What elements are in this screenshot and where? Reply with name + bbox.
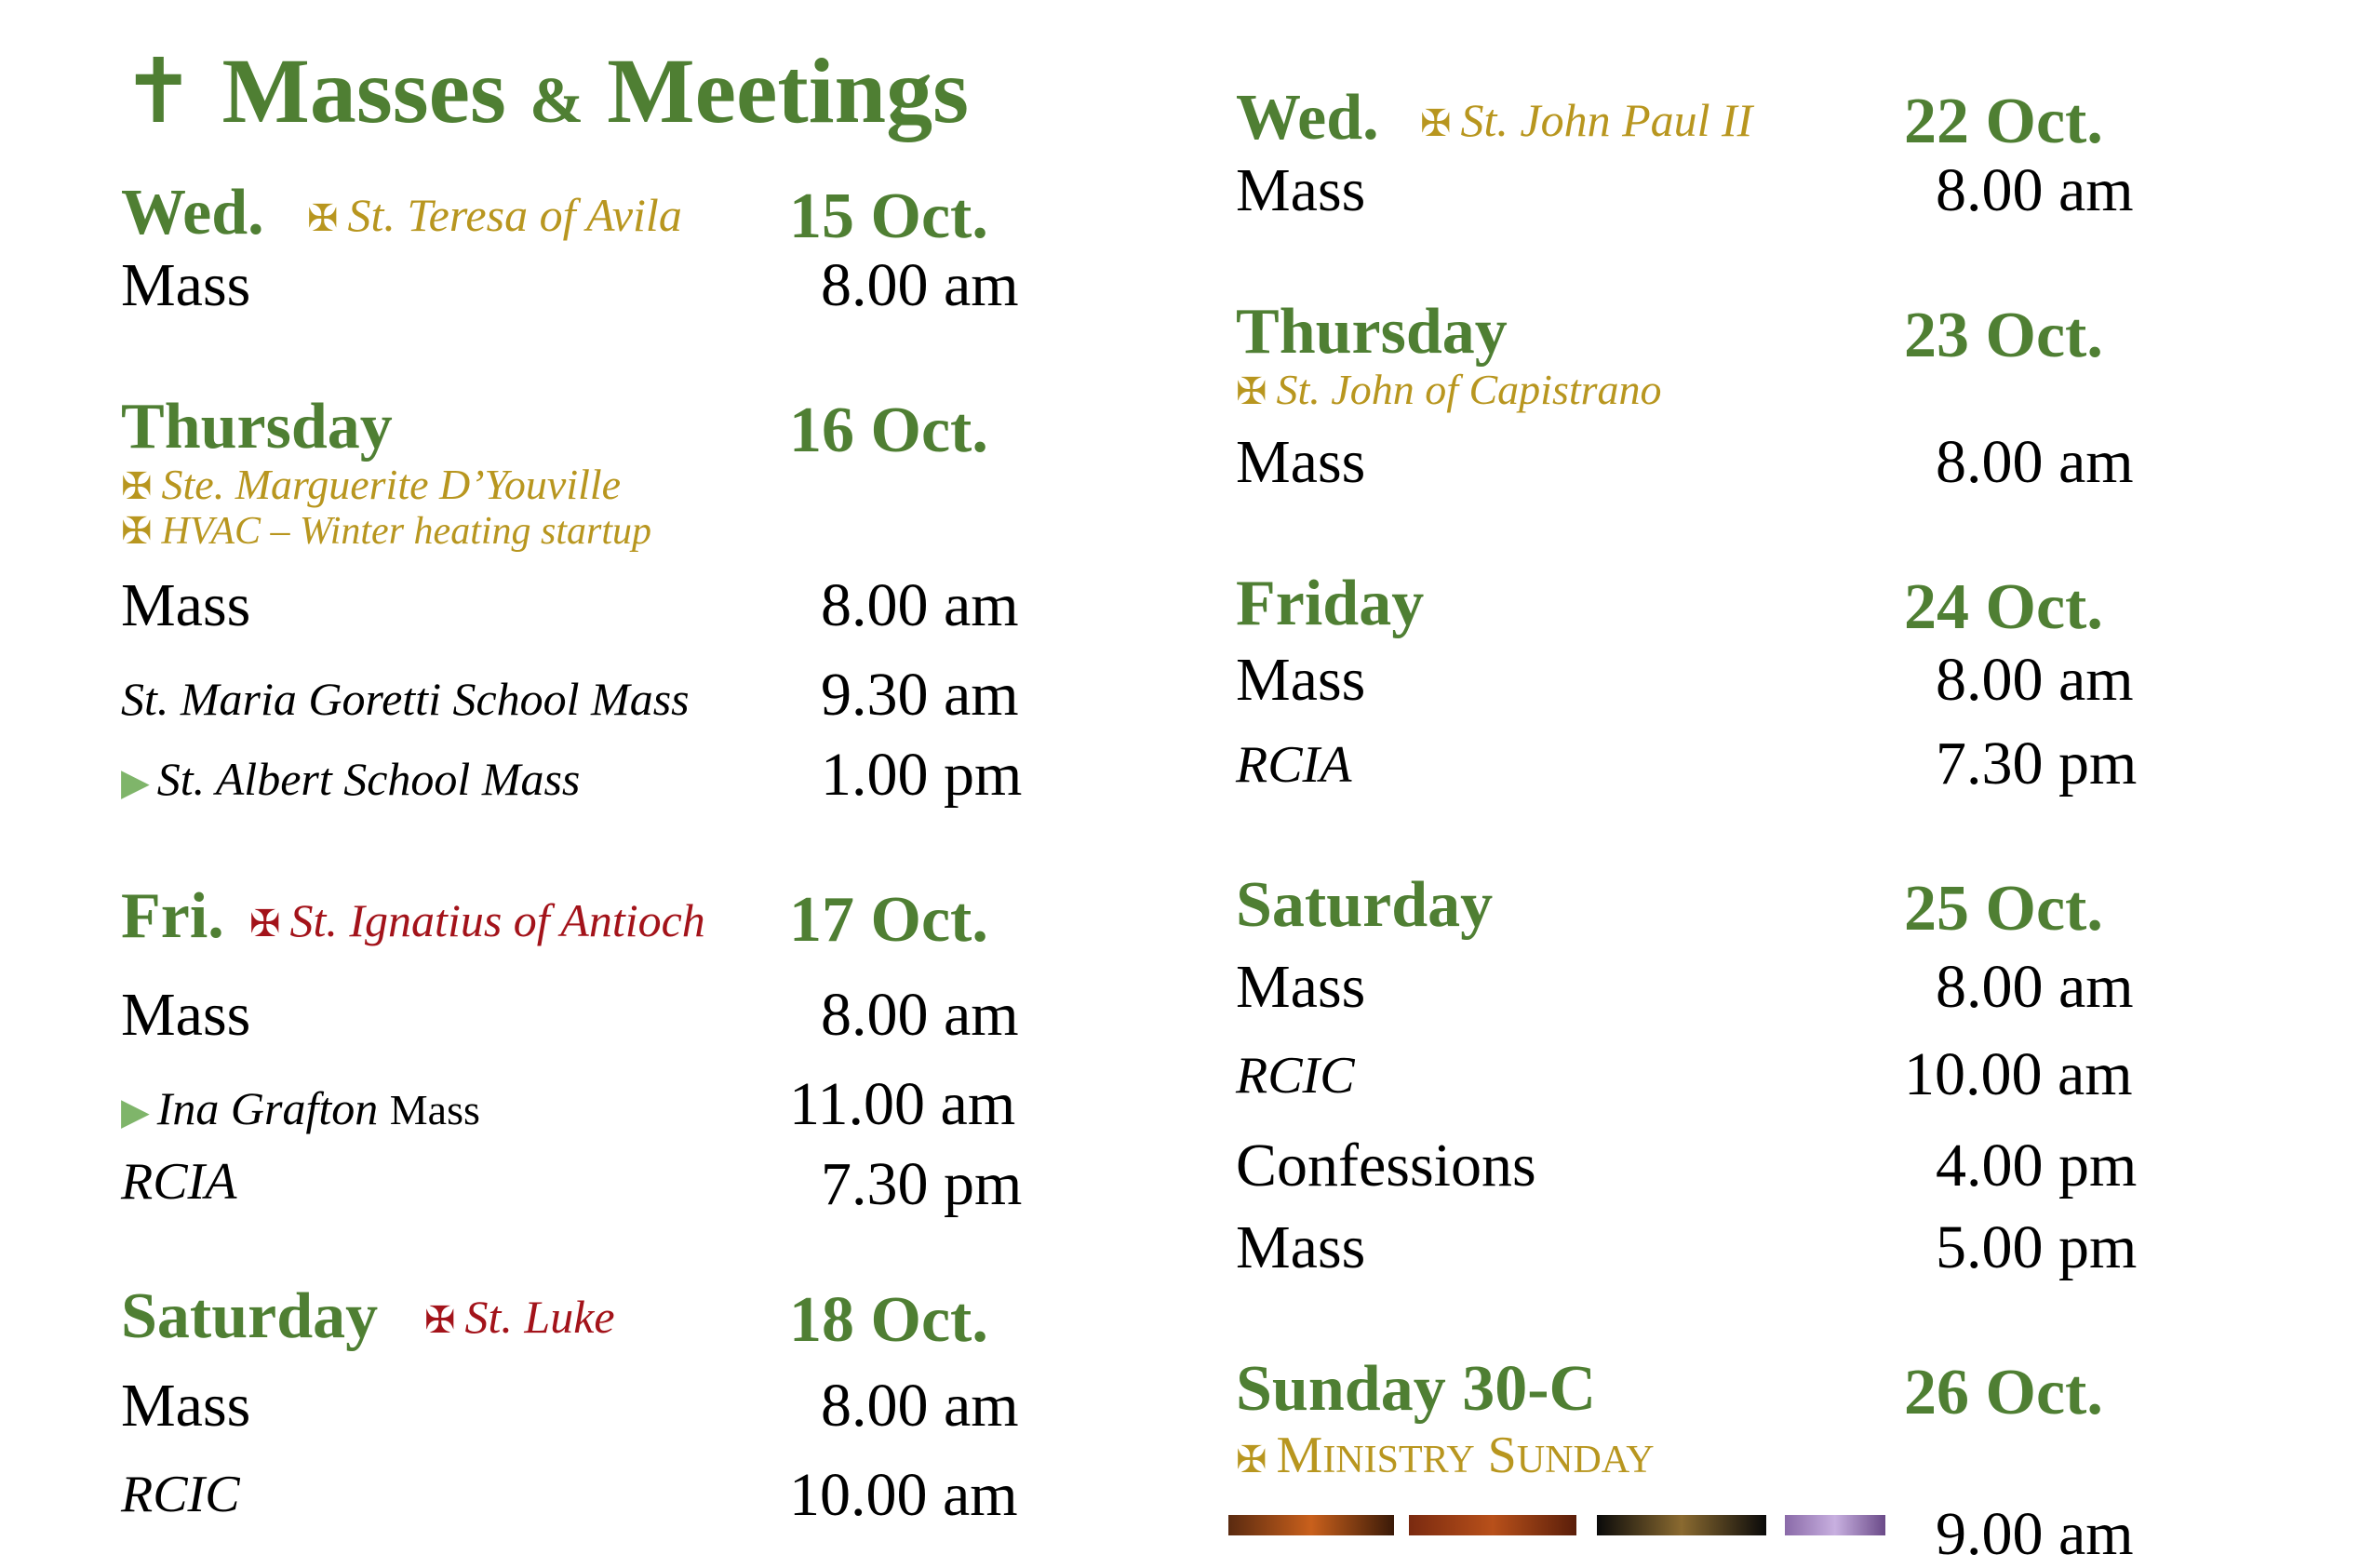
- event-time: 7.30 pm: [1936, 730, 2138, 797]
- saint-label: ✠ St. John of Capistrano: [1236, 366, 1662, 413]
- event-time: 8.00 am: [1936, 953, 2134, 1021]
- event-name: Mass: [1236, 156, 1366, 224]
- notice-label: ✠ HVAC – Winter heating startup: [121, 510, 652, 553]
- event-time: 8.00 am: [1936, 428, 2134, 496]
- day-heading: Saturday: [1236, 869, 1494, 941]
- day-heading: Sunday 30-C: [1236, 1353, 1597, 1425]
- event-time: 10.00 am: [789, 1461, 1018, 1529]
- event-name: RCIC: [1236, 1047, 1355, 1105]
- date-label: 16 Oct.: [789, 395, 988, 466]
- event-time: 11.00 am: [789, 1070, 1016, 1138]
- event-name: Mass: [121, 571, 251, 639]
- arrow-right-icon: ▶: [121, 1091, 150, 1132]
- saint-label: ✠ Ste. Marguerite D’Youville: [121, 461, 622, 508]
- saint-label: ✠ St. John Paul II: [1420, 94, 1753, 146]
- date-label: 17 Oct.: [789, 884, 988, 956]
- latin-cross-icon: ✝: [121, 42, 196, 141]
- event-name: Mass: [1236, 428, 1366, 496]
- maltese-cross-icon: ✠: [121, 465, 153, 507]
- date-label: 26 Oct.: [1904, 1357, 2103, 1428]
- maltese-cross-icon: ✠: [249, 903, 281, 945]
- saint-label: ✠ St. Ignatius of Antioch: [249, 894, 705, 946]
- photo-thumbnail: [1785, 1515, 1885, 1535]
- event-name: ▶ St. Albert School Mass: [121, 753, 581, 805]
- event-name: Mass: [121, 981, 251, 1049]
- event-time: 8.00 am: [821, 571, 1019, 639]
- date-label: 22 Oct.: [1904, 86, 2103, 157]
- event-name: Mass: [1236, 953, 1366, 1021]
- maltese-cross-icon: ✠: [1236, 1439, 1267, 1481]
- saint-label: ✠ St. Teresa of Avila: [307, 189, 682, 241]
- event-time: 8.00 am: [821, 251, 1019, 319]
- event-name: RCIA: [1236, 736, 1352, 794]
- maltese-cross-icon: ✠: [1420, 102, 1452, 144]
- event-name: Mass: [121, 251, 251, 319]
- event-time: 8.00 am: [821, 1372, 1019, 1440]
- day-heading: Wed.: [1236, 82, 1379, 154]
- day-heading: Thursday: [1236, 296, 1508, 368]
- event-name: Mass: [1236, 646, 1366, 714]
- maltese-cross-icon: ✠: [121, 510, 153, 552]
- event-name: RCIC: [121, 1466, 240, 1523]
- event-time: 8.00 am: [821, 981, 1019, 1049]
- page-title: ✝ Masses & Meetings: [121, 39, 970, 142]
- photo-thumbnail: [1409, 1515, 1576, 1535]
- day-heading: Wed.: [121, 177, 264, 248]
- event-name: Confessions: [1236, 1132, 1536, 1199]
- date-label: 24 Oct.: [1904, 571, 2103, 643]
- maltese-cross-icon: ✠: [1236, 370, 1267, 412]
- event-name: St. Maria Goretti School Mass: [121, 673, 690, 725]
- date-label: 18 Oct.: [789, 1284, 988, 1356]
- event-name: Mass: [121, 1372, 251, 1440]
- day-heading: Fri.: [121, 880, 224, 952]
- event-time: 4.00 pm: [1936, 1132, 2138, 1199]
- photo-thumbnail: [1597, 1515, 1766, 1535]
- event-time: 7.30 pm: [821, 1150, 1023, 1218]
- maltese-cross-icon: ✠: [424, 1299, 456, 1341]
- event-time: 8.00 am: [1936, 646, 2134, 714]
- event-time: 8.00 am: [1936, 156, 2134, 224]
- date-label: 15 Oct.: [789, 181, 988, 252]
- saint-label: ✠ St. Luke: [424, 1291, 615, 1343]
- event-time: 10.00 am: [1904, 1040, 2133, 1108]
- event-name: ▶ Ina Grafton Mass: [121, 1082, 480, 1134]
- event-time: 9.30 am: [821, 661, 1019, 729]
- event-time: 5.00 pm: [1936, 1213, 2138, 1281]
- event-name: Mass: [1236, 1213, 1366, 1281]
- ministry-sunday-label: ✠ MINISTRY SUNDAY: [1236, 1427, 1655, 1484]
- event-time: 1.00 pm: [821, 741, 1023, 809]
- arrow-right-icon: ▶: [121, 761, 150, 803]
- photo-thumbnail: [1228, 1515, 1394, 1535]
- day-heading: Saturday: [121, 1280, 379, 1352]
- day-heading: Thursday: [121, 391, 393, 462]
- event-name: RCIA: [121, 1153, 237, 1211]
- date-label: 23 Oct.: [1904, 300, 2103, 371]
- day-heading: Friday: [1236, 568, 1425, 639]
- date-label: 25 Oct.: [1904, 873, 2103, 945]
- event-time: 9.00 am: [1936, 1500, 2134, 1568]
- maltese-cross-icon: ✠: [307, 197, 339, 239]
